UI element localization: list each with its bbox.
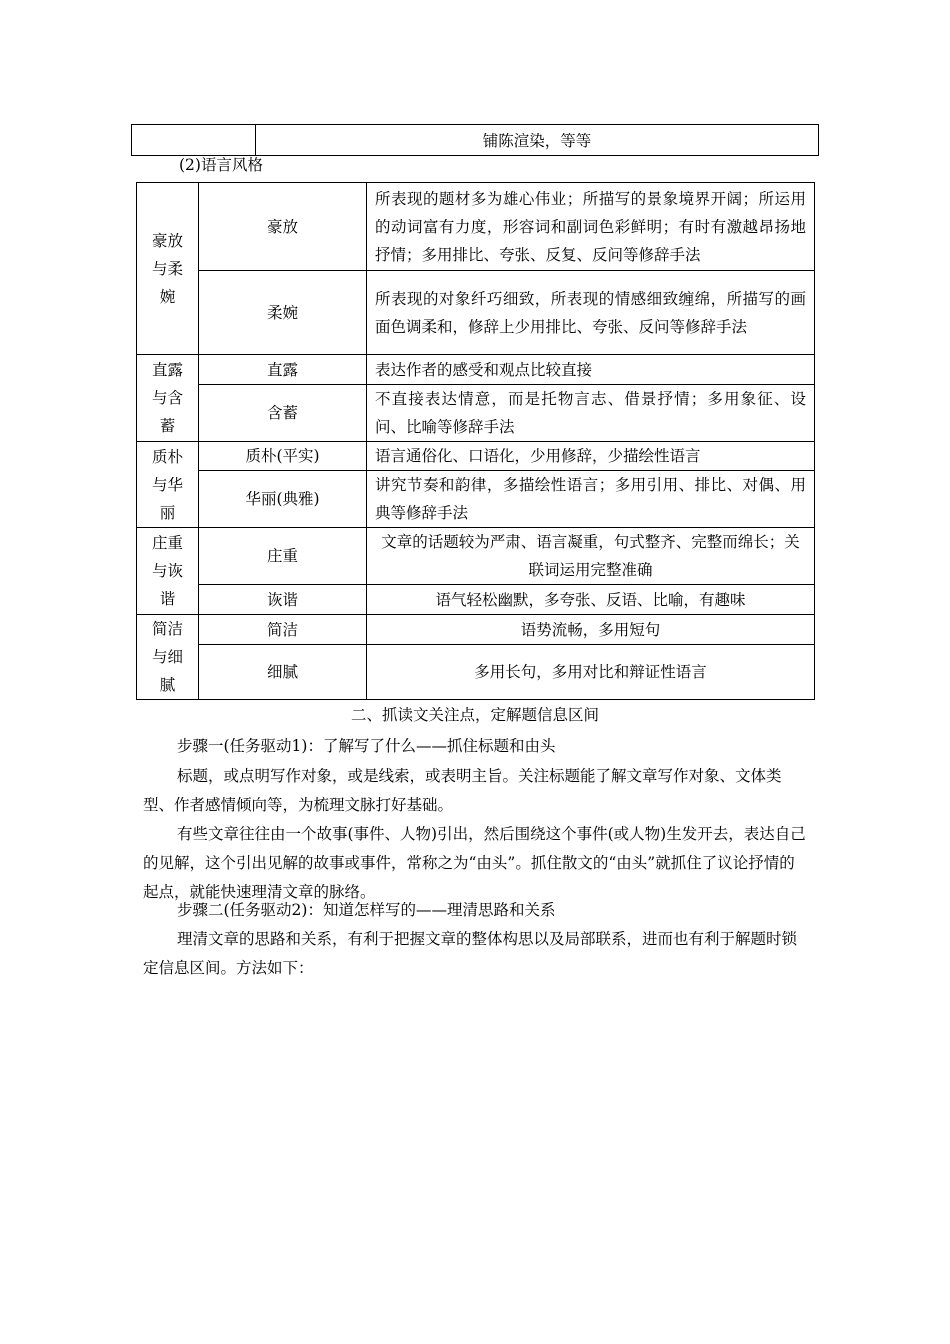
- table-row: [132, 125, 819, 156]
- paragraph: [143, 820, 808, 907]
- previous-table-tail: [131, 124, 819, 156]
- table-row: [137, 442, 815, 471]
- paragraph-text: 步骤一(任务驱动1)：了解写了什么——抓住标题和由头: [177, 737, 556, 755]
- style-desc-cell: 语气轻松幽默，多夸张、反语、比喻，有趣味: [367, 585, 815, 615]
- style-group-cell: 豪放 与柔 婉: [137, 183, 199, 355]
- style-name-cell: 简洁: [199, 615, 367, 645]
- paragraph-text: 理清文章的思路和关系，有利于把握文章的整体构思以及局部联系，进而也有利于解题时锁定信息区间。方法如下：: [143, 930, 798, 977]
- table-row: [137, 385, 815, 442]
- style-desc-cell: 讲究节奏和韵律，多描绘性语言；多用引用、排比、对偶、用典等修辞手法: [367, 471, 815, 528]
- style-name-cell: 庄重: [199, 528, 367, 585]
- paragraph-text: 有些文章往往由一个故事(事件、人物)引出，然后围绕这个事件(或人物)生发开去，表达自己的见解，这个引出见解的故事或事件，常称之为“由头”。抓住散文的“由头”就抓住了议论抒情的起点，就能快速理清文章的脉络。: [143, 825, 806, 901]
- style-name-cell: 诙谐: [199, 585, 367, 615]
- style-group-cell: 质朴 与华 丽: [137, 442, 199, 528]
- language-style-table: [136, 182, 815, 700]
- section-title: 二、抓读文关注点，定解题信息区间: [350, 706, 599, 724]
- paragraph-text: 标题，或点明写作对象，或是线索，或表明主旨。关注标题能了解文章写作对象、文体类型、作者感情倾向等，为梳理文脉打好基础。: [143, 767, 782, 814]
- style-name-cell: 直露: [199, 355, 367, 385]
- subsection-heading: (2)语言风格: [179, 156, 263, 174]
- table-row: [137, 183, 815, 271]
- style-group-cell: 简洁 与细 腻: [137, 615, 199, 700]
- style-desc-cell: 文章的话题较为严肃、语言凝重，句式整齐、完整而绵长；关联词运用完整准确: [367, 528, 815, 585]
- table-row: [137, 355, 815, 385]
- table-row: [137, 271, 815, 355]
- style-name-cell: 细腻: [199, 645, 367, 700]
- style-desc-cell: 多用长句，多用对比和辩证性语言: [367, 645, 815, 700]
- style-name-cell: 含蓄: [199, 385, 367, 442]
- style-desc-cell: 语势流畅，多用短句: [367, 615, 815, 645]
- style-desc-cell: 不直接表达情意，而是托物言志、借景抒情；多用象征、设问、比喻等修辞手法: [367, 385, 815, 442]
- table-cell: 铺陈渲染，等等: [256, 125, 819, 156]
- style-desc-cell: 所表现的对象纤巧细致，所表现的情感细致缠绵，所描写的画面色调柔和，修辞上少用排比、夸张、反问等修辞手法: [367, 271, 815, 355]
- style-name-cell: 华丽(典雅): [199, 471, 367, 528]
- paragraph: [143, 732, 808, 761]
- style-desc-cell: 表达作者的感受和观点比较直接: [367, 355, 815, 385]
- style-name-cell: 质朴(平实): [199, 442, 367, 471]
- table-row: [137, 585, 815, 615]
- style-desc-cell: 所表现的题材多为雄心伟业；所描写的景象境界开阔；所运用的动词富有力度，形容词和副词色彩鲜明；有时有激越昂扬地抒情；多用排比、夸张、反复、反问等修辞手法: [367, 183, 815, 271]
- table-row: [137, 645, 815, 700]
- style-group-cell: 庄重 与诙 谐: [137, 528, 199, 615]
- style-name-cell: 豪放: [199, 183, 367, 271]
- style-group-cell: 直露 与含 蓄: [137, 355, 199, 442]
- paragraph: [143, 762, 808, 820]
- style-name-cell: 柔婉: [199, 271, 367, 355]
- style-desc-cell: 语言通俗化、口语化，少用修辞，少描绘性语言: [367, 442, 815, 471]
- paragraph: [143, 896, 808, 925]
- table-row: [137, 615, 815, 645]
- table-cell: [132, 125, 256, 156]
- table-row: [137, 528, 815, 585]
- paragraph: [143, 925, 808, 983]
- paragraph-text: 步骤二(任务驱动2)：知道怎样写的——理清思路和关系: [177, 901, 556, 919]
- table-row: [137, 471, 815, 528]
